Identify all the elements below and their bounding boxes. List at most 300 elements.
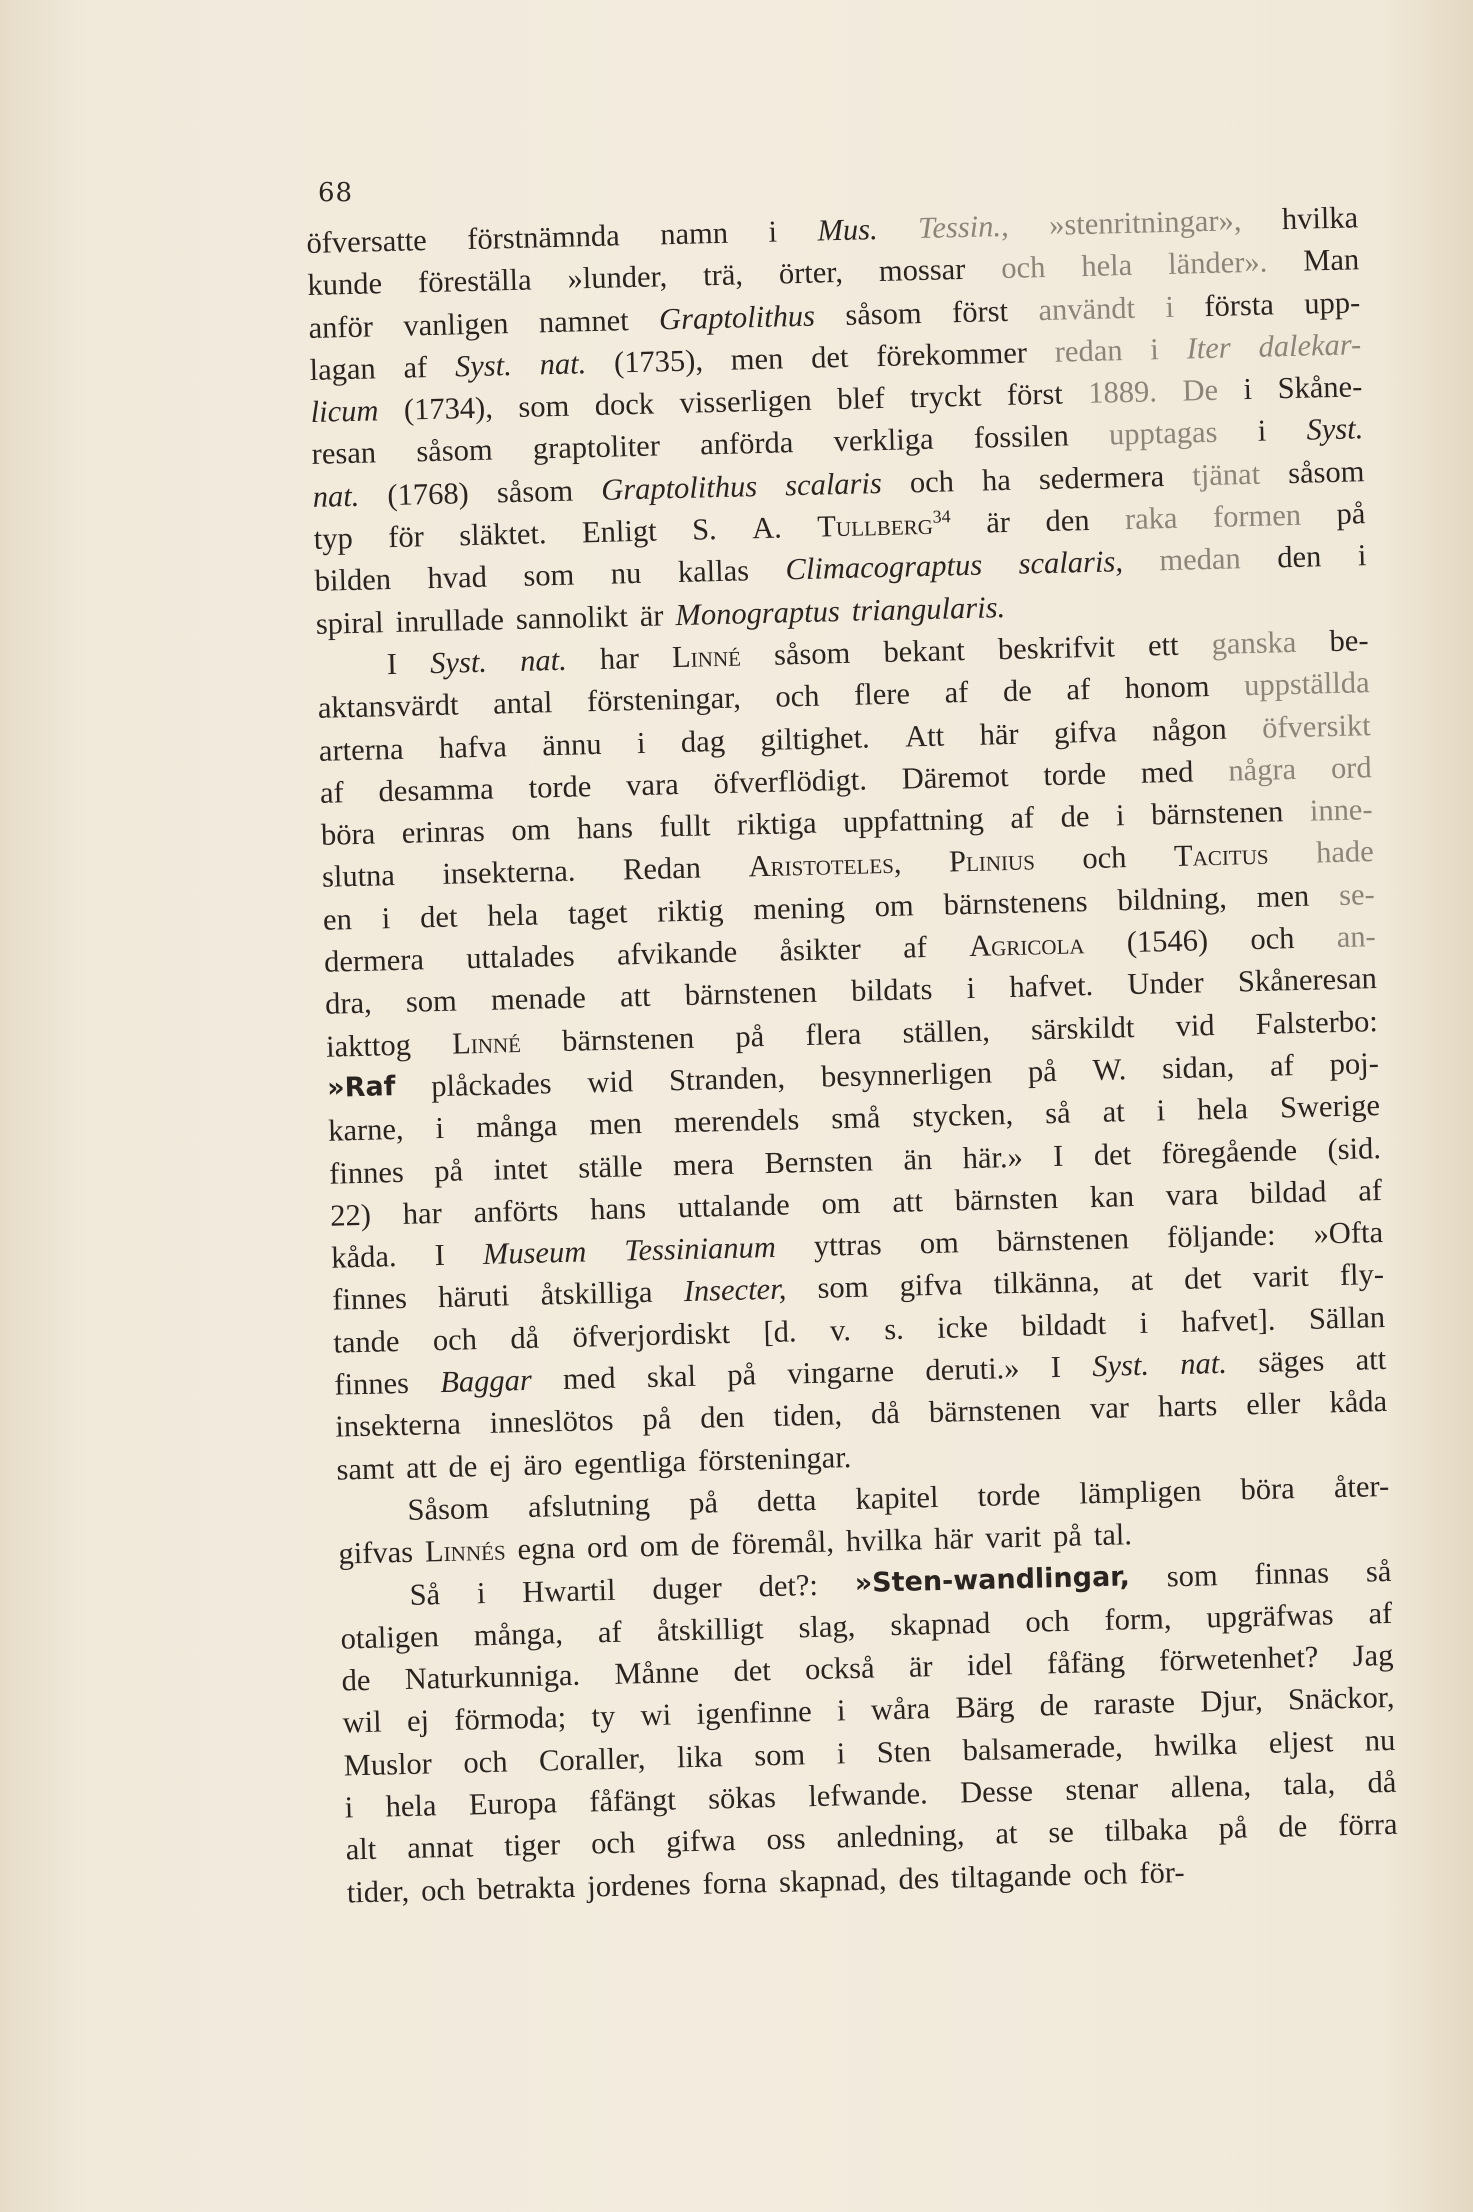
word: såsom bbox=[844, 295, 923, 332]
word: Under bbox=[1127, 965, 1205, 1002]
word: då bbox=[1367, 1764, 1397, 1800]
word: på bbox=[1336, 496, 1366, 531]
word: åter- bbox=[1333, 1468, 1390, 1505]
word: anledning, bbox=[836, 1817, 965, 1855]
word: »Sten-wandlingar, bbox=[854, 1560, 1131, 1599]
word: i bbox=[836, 1693, 846, 1728]
word: resan bbox=[311, 435, 377, 472]
word: gifva bbox=[899, 1267, 963, 1304]
word: nu bbox=[610, 556, 642, 592]
word: gifwa bbox=[665, 1823, 736, 1859]
word: samt bbox=[336, 1450, 395, 1487]
word: iakttog bbox=[325, 1027, 412, 1064]
word: Sten bbox=[876, 1733, 932, 1770]
word: harts bbox=[1157, 1388, 1218, 1424]
word: häruti bbox=[437, 1278, 510, 1315]
word: af bbox=[1009, 800, 1035, 836]
word: Månne bbox=[614, 1654, 700, 1691]
word: förra bbox=[1337, 1807, 1398, 1843]
word: detta bbox=[756, 1482, 817, 1519]
word: har bbox=[599, 640, 640, 676]
word: länder». bbox=[1167, 244, 1268, 282]
word: taget bbox=[567, 895, 628, 931]
word: I bbox=[386, 646, 398, 682]
word: jordenes bbox=[586, 1866, 692, 1904]
word: torde bbox=[977, 1477, 1041, 1513]
word: och bbox=[775, 678, 820, 714]
word: den bbox=[1276, 539, 1322, 575]
word: hade bbox=[1315, 834, 1375, 870]
word: Skåne- bbox=[1277, 369, 1363, 406]
word: Swerige bbox=[1279, 1088, 1381, 1125]
word: om bbox=[919, 1225, 960, 1261]
word: Naturkunniga. bbox=[404, 1657, 581, 1697]
word: tande bbox=[332, 1323, 400, 1360]
word: bärnstenens bbox=[943, 883, 1088, 922]
word: och bbox=[462, 1744, 508, 1780]
word: bärnsten bbox=[954, 1180, 1059, 1218]
word: det bbox=[1183, 1261, 1222, 1297]
word: Plinius bbox=[948, 842, 1036, 879]
word: att bbox=[891, 1184, 924, 1219]
word: böra bbox=[1240, 1471, 1296, 1507]
word: af bbox=[319, 775, 345, 810]
word: ställe bbox=[577, 1148, 643, 1185]
word: dermera bbox=[323, 942, 425, 979]
word: dock bbox=[594, 386, 655, 423]
word: i bbox=[1243, 372, 1253, 407]
word: Coraller, bbox=[538, 1740, 646, 1778]
word: finnes bbox=[331, 1281, 408, 1318]
word: intet bbox=[493, 1150, 549, 1187]
word: balsamerade, bbox=[962, 1729, 1124, 1768]
word: 22) bbox=[329, 1197, 372, 1233]
word: i bbox=[381, 900, 391, 936]
word: hvad bbox=[427, 560, 488, 596]
word: så bbox=[1365, 1553, 1392, 1589]
word: hwilka bbox=[1153, 1726, 1238, 1763]
word: är bbox=[639, 598, 664, 633]
word: Enligt bbox=[581, 513, 657, 550]
word: redan bbox=[1054, 332, 1123, 369]
word: i bbox=[836, 1735, 846, 1771]
word: bildning, bbox=[1117, 880, 1228, 918]
word: de bbox=[690, 1527, 720, 1563]
word: egentliga bbox=[573, 1443, 687, 1481]
footnote-marker: 34 bbox=[932, 506, 951, 527]
word: lagan bbox=[309, 351, 377, 387]
word: sökas bbox=[707, 1779, 777, 1816]
word: uttalades bbox=[465, 938, 576, 976]
word: fullt bbox=[659, 808, 711, 844]
word: afslutning bbox=[527, 1486, 651, 1524]
word: upp- bbox=[1303, 284, 1361, 321]
word: kåda. bbox=[330, 1239, 397, 1275]
word: af bbox=[944, 675, 969, 710]
word: v. bbox=[829, 1312, 852, 1348]
word: stycken, bbox=[911, 1097, 1014, 1134]
word: wåra bbox=[870, 1691, 931, 1728]
word: föremål, bbox=[731, 1524, 835, 1562]
word: (1546) bbox=[1126, 923, 1209, 960]
word: några bbox=[1227, 751, 1297, 788]
word: såsom bbox=[496, 473, 574, 510]
word: ord bbox=[1330, 749, 1373, 785]
word: de bbox=[1002, 673, 1033, 709]
word: medan bbox=[1159, 541, 1242, 578]
word: mera bbox=[672, 1146, 735, 1182]
word: Graptolithus bbox=[600, 468, 758, 507]
word: bärnstenen bbox=[684, 975, 818, 1013]
word: an- bbox=[1336, 919, 1377, 955]
word: Agricola bbox=[968, 926, 1085, 964]
word: med bbox=[1140, 754, 1194, 790]
word: det bbox=[1093, 1136, 1132, 1172]
word: fåfängt bbox=[588, 1782, 677, 1819]
word: afvikande bbox=[616, 934, 738, 972]
word: Linné bbox=[671, 638, 742, 675]
word: otaligen bbox=[340, 1618, 440, 1656]
word: igenfinne bbox=[696, 1694, 813, 1732]
word: raka bbox=[1124, 500, 1178, 537]
word: upgräfwas bbox=[1206, 1597, 1334, 1635]
word: alt bbox=[345, 1832, 377, 1867]
word: yttras bbox=[813, 1227, 883, 1264]
word: användt bbox=[1038, 290, 1136, 327]
word: at bbox=[1130, 1263, 1154, 1298]
word: duger bbox=[651, 1569, 723, 1606]
word: tilkänna, bbox=[993, 1264, 1100, 1301]
word: sedermera bbox=[1038, 458, 1165, 496]
word: licum bbox=[310, 393, 379, 430]
word: tider, bbox=[346, 1873, 410, 1910]
word: Snäckor, bbox=[1287, 1680, 1395, 1717]
word: på bbox=[1218, 1810, 1248, 1846]
word: förwetenhet? bbox=[1158, 1639, 1319, 1678]
word: anförts bbox=[473, 1192, 559, 1230]
word: scalaris, bbox=[1018, 544, 1124, 582]
word: försteningar. bbox=[697, 1439, 852, 1478]
word: besynnerligen bbox=[820, 1055, 993, 1094]
word: Skåneresan bbox=[1237, 961, 1378, 999]
word: eljest bbox=[1268, 1724, 1334, 1760]
word: typ bbox=[313, 521, 354, 556]
word: idel bbox=[966, 1647, 1014, 1683]
page-number: 68 bbox=[318, 178, 354, 208]
word: mossar bbox=[878, 252, 966, 289]
word: här bbox=[979, 716, 1019, 752]
word: Redan bbox=[622, 851, 702, 887]
word: ej bbox=[488, 1447, 512, 1483]
word: tryckt bbox=[909, 378, 982, 415]
word: hela bbox=[1196, 1091, 1249, 1127]
word: af bbox=[1269, 1048, 1295, 1083]
word: och bbox=[1082, 1856, 1128, 1892]
word: Iter bbox=[1186, 330, 1232, 366]
word: och bbox=[1081, 840, 1127, 876]
word: ej bbox=[406, 1703, 430, 1739]
word: första bbox=[1203, 286, 1275, 323]
word: öfverflödigt. bbox=[713, 762, 868, 801]
word: Aristoteles, bbox=[748, 846, 902, 884]
word: fåfäng bbox=[1046, 1644, 1126, 1681]
word: föregående bbox=[1161, 1132, 1298, 1170]
word: (1768) bbox=[387, 475, 470, 512]
word: Däremot bbox=[901, 758, 1009, 796]
word: Baggar bbox=[439, 1362, 533, 1400]
word: Jag bbox=[1352, 1637, 1394, 1673]
word: i bbox=[1165, 289, 1175, 324]
word: på bbox=[1027, 1053, 1058, 1089]
word: gifvas bbox=[338, 1534, 414, 1571]
word: om bbox=[874, 888, 915, 924]
word: blef bbox=[836, 381, 886, 417]
word: Så bbox=[409, 1576, 441, 1612]
word: i bbox=[1139, 1305, 1149, 1340]
word: wid bbox=[586, 1064, 634, 1100]
word: nat. bbox=[1179, 1345, 1228, 1381]
word: Man bbox=[1302, 242, 1360, 278]
word: dra, bbox=[324, 985, 373, 1022]
word: graptoliter bbox=[532, 428, 661, 467]
word: merendels bbox=[673, 1102, 800, 1140]
word: Insecter, bbox=[683, 1272, 787, 1309]
word: upptagas bbox=[1108, 415, 1218, 452]
word: ett bbox=[1147, 627, 1179, 663]
word: bärnstenen bbox=[996, 1221, 1130, 1259]
body-text bbox=[306, 196, 1399, 1913]
word: af bbox=[902, 930, 928, 965]
word: bekant bbox=[883, 633, 966, 669]
word: form, bbox=[1104, 1601, 1172, 1637]
word: inneslötos bbox=[489, 1403, 614, 1441]
word: som bbox=[405, 983, 458, 1020]
word: i bbox=[966, 971, 976, 1006]
word: deruti.» bbox=[925, 1350, 1020, 1388]
word: spiral bbox=[315, 604, 384, 641]
word: kan bbox=[1089, 1178, 1135, 1214]
word: des bbox=[898, 1860, 940, 1896]
word: fly- bbox=[1339, 1257, 1385, 1293]
word: at bbox=[1102, 1094, 1126, 1130]
word: finnes bbox=[333, 1365, 410, 1402]
word: de bbox=[1278, 1809, 1308, 1844]
word: om bbox=[639, 1528, 680, 1564]
word: icke bbox=[936, 1309, 989, 1345]
word: men bbox=[1256, 878, 1310, 914]
word: såsom bbox=[415, 432, 493, 469]
word: örter, bbox=[778, 255, 844, 291]
word: uttalande bbox=[677, 1187, 791, 1225]
word: sidan, bbox=[1161, 1049, 1235, 1086]
word: tal. bbox=[1093, 1517, 1133, 1553]
word: bildats bbox=[850, 972, 933, 1009]
word: och bbox=[432, 1321, 478, 1357]
word: I bbox=[1050, 1349, 1062, 1385]
word: föreställa bbox=[417, 262, 532, 300]
word: hans bbox=[576, 810, 634, 846]
word: finnas bbox=[1254, 1554, 1330, 1591]
word: då bbox=[870, 1396, 901, 1431]
word: i bbox=[768, 214, 778, 249]
word: finnes bbox=[328, 1154, 405, 1191]
word: i bbox=[435, 1111, 445, 1146]
word: be- bbox=[1329, 623, 1369, 659]
word: nat. bbox=[519, 642, 568, 678]
word: S. bbox=[691, 512, 718, 547]
word: åsikter bbox=[779, 931, 862, 968]
word: förstnämnda bbox=[466, 218, 621, 257]
word: Linnés bbox=[424, 1532, 506, 1569]
word: se- bbox=[1338, 876, 1376, 912]
word: uppfattning bbox=[842, 801, 985, 840]
word: tiltagande bbox=[950, 1857, 1072, 1895]
word: Syst. bbox=[1306, 411, 1364, 448]
word: anförda bbox=[699, 425, 794, 462]
word: anför bbox=[308, 308, 374, 345]
word: dag bbox=[680, 723, 726, 759]
word: Europa bbox=[468, 1785, 558, 1822]
word: på bbox=[1052, 1518, 1083, 1554]
word: ord bbox=[586, 1529, 629, 1565]
word: riktig bbox=[656, 892, 724, 929]
word: förekommer bbox=[875, 335, 1028, 373]
word: på bbox=[726, 1357, 757, 1393]
word: men bbox=[588, 1106, 643, 1142]
word: kåda bbox=[1329, 1384, 1388, 1420]
word: lefwande. bbox=[807, 1776, 929, 1814]
word: menade bbox=[490, 980, 587, 1018]
word: öfversatte bbox=[306, 223, 428, 260]
word: i bbox=[1115, 798, 1125, 833]
word: insekterna. bbox=[442, 854, 576, 892]
word: och bbox=[420, 1872, 466, 1908]
word: namn bbox=[659, 215, 729, 252]
word: beskrifvit bbox=[997, 629, 1116, 667]
word: hvilka bbox=[1281, 200, 1359, 237]
word: annat bbox=[406, 1829, 474, 1866]
word: här.» bbox=[962, 1139, 1024, 1175]
word: i bbox=[1149, 332, 1160, 367]
word: Museum bbox=[482, 1234, 587, 1272]
word: (1734), bbox=[403, 390, 494, 427]
word: äro bbox=[522, 1446, 563, 1482]
word: såsom bbox=[1287, 454, 1365, 490]
word: följande: bbox=[1166, 1217, 1276, 1255]
word: betrakta bbox=[476, 1869, 576, 1906]
word: Bärg bbox=[955, 1689, 1015, 1725]
word: här bbox=[933, 1521, 974, 1557]
word: som bbox=[817, 1270, 869, 1306]
word: först bbox=[951, 293, 1009, 329]
word: ställen, bbox=[902, 1013, 991, 1050]
word: Hwartil bbox=[521, 1572, 616, 1609]
word: A. bbox=[751, 510, 783, 546]
word: ganska bbox=[1211, 624, 1297, 661]
word: tala, bbox=[1283, 1766, 1336, 1802]
word: s. bbox=[883, 1311, 905, 1346]
word: och bbox=[1249, 921, 1295, 957]
word: af bbox=[1368, 1595, 1393, 1631]
word: af bbox=[597, 1614, 623, 1650]
word: vingarne bbox=[787, 1353, 895, 1391]
word: plåckades bbox=[430, 1066, 552, 1104]
word: försteningar, bbox=[586, 680, 742, 719]
word: kallas bbox=[677, 553, 750, 590]
word: allena, bbox=[1170, 1768, 1252, 1805]
word: såsom bbox=[773, 635, 851, 672]
word: vara bbox=[1165, 1176, 1219, 1213]
word: karne, bbox=[327, 1112, 404, 1148]
word: scalaris bbox=[784, 465, 883, 503]
word: inrullade bbox=[395, 601, 505, 639]
word: fossilen bbox=[973, 418, 1070, 456]
word: den bbox=[699, 1399, 745, 1436]
word: nu bbox=[1364, 1722, 1396, 1758]
word: stenar bbox=[1064, 1771, 1139, 1807]
word: Linné bbox=[451, 1024, 522, 1061]
word: (1735), bbox=[613, 343, 704, 380]
word: tiden, bbox=[772, 1397, 843, 1434]
word: [d. bbox=[763, 1314, 797, 1349]
word: namnet bbox=[538, 302, 630, 339]
paragraph bbox=[316, 619, 1388, 1490]
word: wi bbox=[640, 1697, 672, 1733]
word: triangularis. bbox=[851, 589, 1006, 628]
word: De bbox=[1182, 372, 1219, 408]
word: Bernsten bbox=[764, 1142, 874, 1180]
word: wil bbox=[342, 1704, 383, 1740]
word: de bbox=[341, 1662, 371, 1698]
word: förmoda; bbox=[453, 1700, 567, 1738]
word: Sällan bbox=[1308, 1299, 1386, 1336]
word: de bbox=[448, 1448, 478, 1484]
word: har bbox=[402, 1195, 443, 1231]
word: böra bbox=[320, 816, 376, 852]
word: och bbox=[909, 464, 955, 500]
word: af bbox=[403, 349, 428, 385]
word: och bbox=[1000, 250, 1046, 286]
word: hela bbox=[385, 1788, 437, 1824]
word: slag, bbox=[798, 1608, 856, 1645]
word: många, bbox=[473, 1615, 564, 1653]
word: än bbox=[902, 1141, 933, 1177]
word: vara bbox=[625, 766, 680, 803]
word: poj- bbox=[1329, 1045, 1380, 1082]
word: bildadt bbox=[1020, 1306, 1107, 1343]
word: raraste bbox=[1093, 1685, 1176, 1722]
word: 1889. bbox=[1087, 374, 1158, 411]
word: dalekar- bbox=[1258, 327, 1362, 364]
word: hafva bbox=[438, 728, 508, 765]
word: uppställda bbox=[1243, 665, 1370, 703]
word: bärnstenen bbox=[1150, 794, 1284, 832]
word: ännu bbox=[541, 726, 602, 762]
word: på bbox=[688, 1485, 719, 1520]
word: Tullberg bbox=[816, 506, 934, 544]
word: »stenritningar», bbox=[1048, 203, 1242, 242]
word: varit bbox=[984, 1519, 1042, 1555]
word: formen bbox=[1212, 497, 1302, 535]
word: Såsom bbox=[407, 1490, 490, 1527]
word: en bbox=[322, 901, 353, 937]
word: at bbox=[994, 1816, 1018, 1851]
word: hans bbox=[589, 1190, 647, 1227]
word: hela bbox=[486, 897, 539, 933]
word: och bbox=[1024, 1603, 1070, 1639]
word: i bbox=[1357, 538, 1367, 573]
word: den bbox=[1045, 503, 1090, 539]
